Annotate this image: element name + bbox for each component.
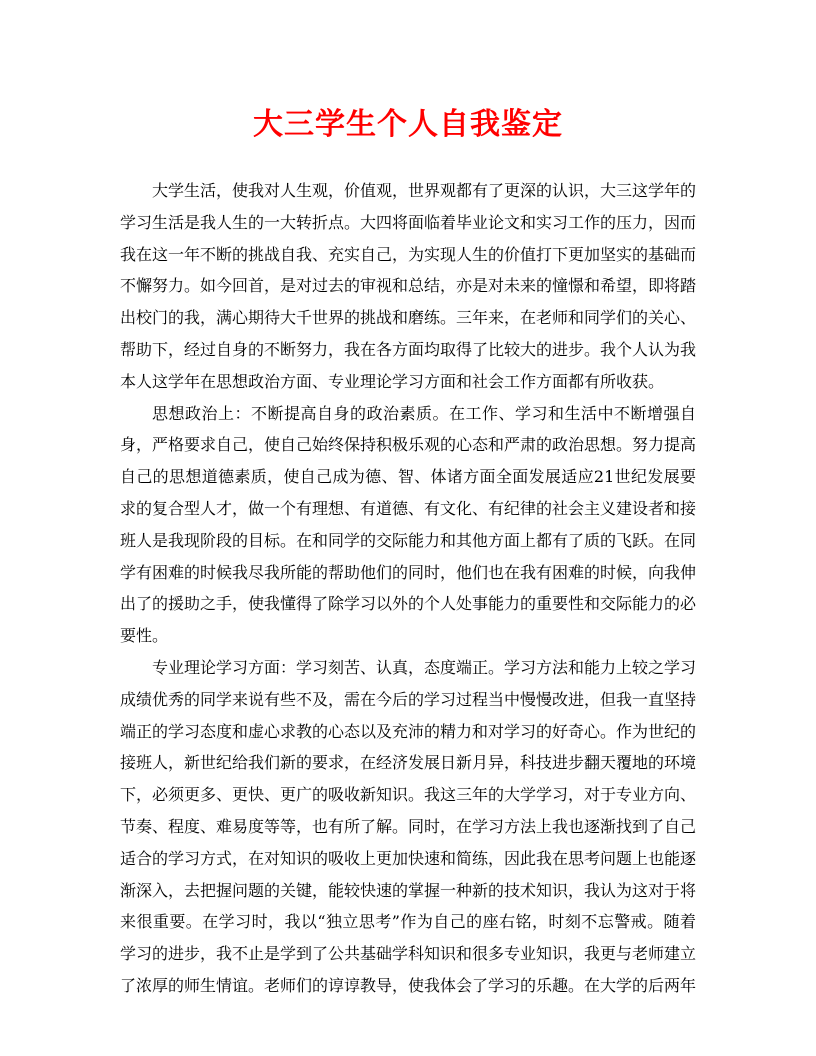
paragraph-study: 专业理论学习方面：学习刻苦、认真，态度端正。学习方法和能力上较之学习成绩优秀的同学来说有些不及，需在今后的学习过程当中慢慢改进，但我一直坚持端正的学习态度和虚心求教的心态以及充沛的精力和对学习的好奇心。作为世纪的接班人，新世纪给我们新的要求，在经济发展日新月异，科技进步翻天覆地的环境下，必须更多、更快、更广的吸收新知识。我这三年的大学学习，对于专业方向、节奏、程度、难易度等等，也有所了解。同时，在学习方法上我也逐渐找到了自己适合的学习方式，在对知识的吸收上更加快速和简练，因此我在思考问题上也能逐渐深入，去把握问题的关键，能较快速的掌握一种新的技术知识，我认为这对于将来很重要。在学习时，我以“独立思考”作为自己的座右铭，时刻不忘警戒。随着学习的进步，我不止是学到了公共基础学科知识和很多专业知识，我更与老师建立了浓厚的师生情谊。老师们的谆谆教导，使我体会了学习的乐趣。在大学的后两年 [120, 657, 697, 995]
paragraph-intro: 大学生活，使我对人生观，价值观，世界观都有了更深的认识，大三这学年的学习生活是我人生的一大转折点。大四将面临着毕业论文和实习工作的压力，因而我在这一年不断的挑战自我、充实自己，为实现人生的价值打下更加坚实的基础而不懈努力。如今回首，是对过去的审视和总结，亦是对未来的憧憬和希望，即将踏出校门的我，满心期待大千世界的挑战和磨练。三年来，在老师和同学们的关心、帮助下，经过自身的不断努力，我在各方面均取得了比较大的进步。我个人认为我本人这学年在思想政治方面、专业理论学习方面和社会工作方面都有所收获。 [120, 181, 697, 391]
paragraph-political: 思想政治上：不断提高自身的政治素质。在工作、学习和生活中不断增强自身，严格要求自己，使自己始终保持积极乐观的心态和严肃的政治思想。努力提高自己的思想道德素质，使自己成为德、智、体诸方面全面发展适应21世纪发展要求的复合型人才，做一个有理想、有道德、有文化、有纪律的社会主义建设者和接班人是我现阶段的目标。在和同学的交际能力和其他方面上都有了质的飞跃。在同学有困难的时候我尽我所能的帮助他们的同时，他们也在我有困难的时候，向我伸出了的援助之手，使我懂得了除学习以外的个人处事能力的重要性和交际能力的必要性。 [120, 403, 697, 646]
document-title: 大三学生个人自我鉴定 [253, 107, 563, 142]
document-body [120, 175, 696, 1002]
